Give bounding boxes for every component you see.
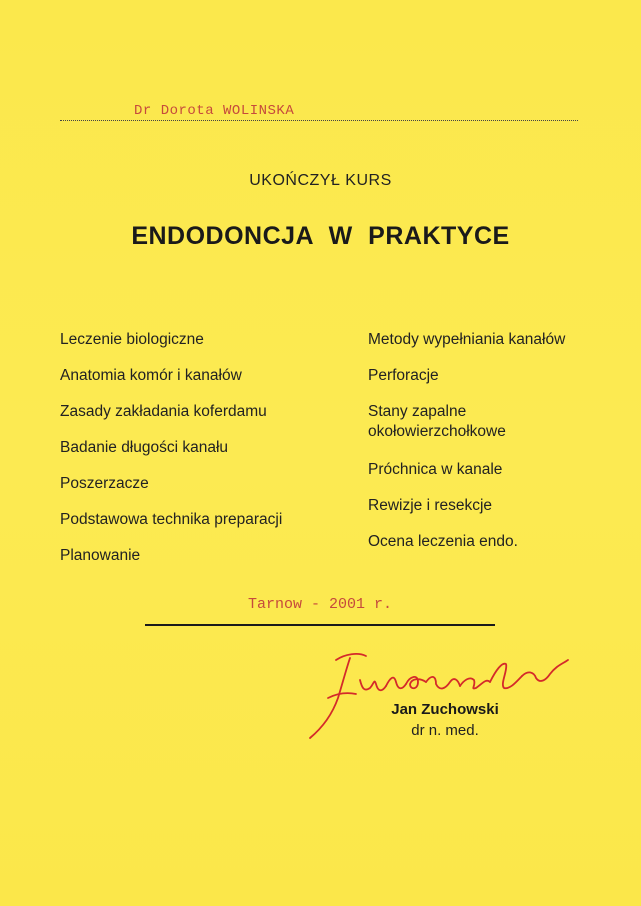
topic-item: Leczenie biologiczne [60,331,204,348]
topic-item: Metody wypełniania kanałów [368,331,566,348]
topic-item: Anatomia komór i kanałów [60,367,242,384]
signer-title: dr n. med. [411,722,479,739]
topic-item: Stany zapalne okołowierzchołkowe [368,403,506,440]
recipient-field [60,103,578,123]
place-date: Tarnow - 2001 r. [247,596,393,613]
course-title: ENDODONCJA W PRAKTYCE [131,222,510,250]
topic-item: Zasady zakładania koferdamu [60,403,267,420]
topic-item: Próchnica w kanale [368,461,503,478]
completed-course-label: UKOŃCZYŁ KURS [249,172,392,189]
topic-item: Ocena leczenia endo. [368,533,518,550]
topic-item: Poszerzacze [60,475,149,492]
topics-list-right [368,330,608,568]
signer-name: Jan Zuchowski [391,701,499,718]
topic-item: Perforacje [368,367,439,384]
recipient-dotted-line [60,120,578,121]
topic-item: Badanie długości kanału [60,439,229,456]
topic-item: Podstawowa technika preparacji [60,511,283,528]
place-date-underline [145,624,495,626]
topics-list-left [60,330,340,582]
topic-item: Planowanie [60,547,141,564]
recipient-name: Dr Dorota WOLINSKA [134,103,295,119]
topic-item: Rewizje i resekcje [368,497,493,514]
